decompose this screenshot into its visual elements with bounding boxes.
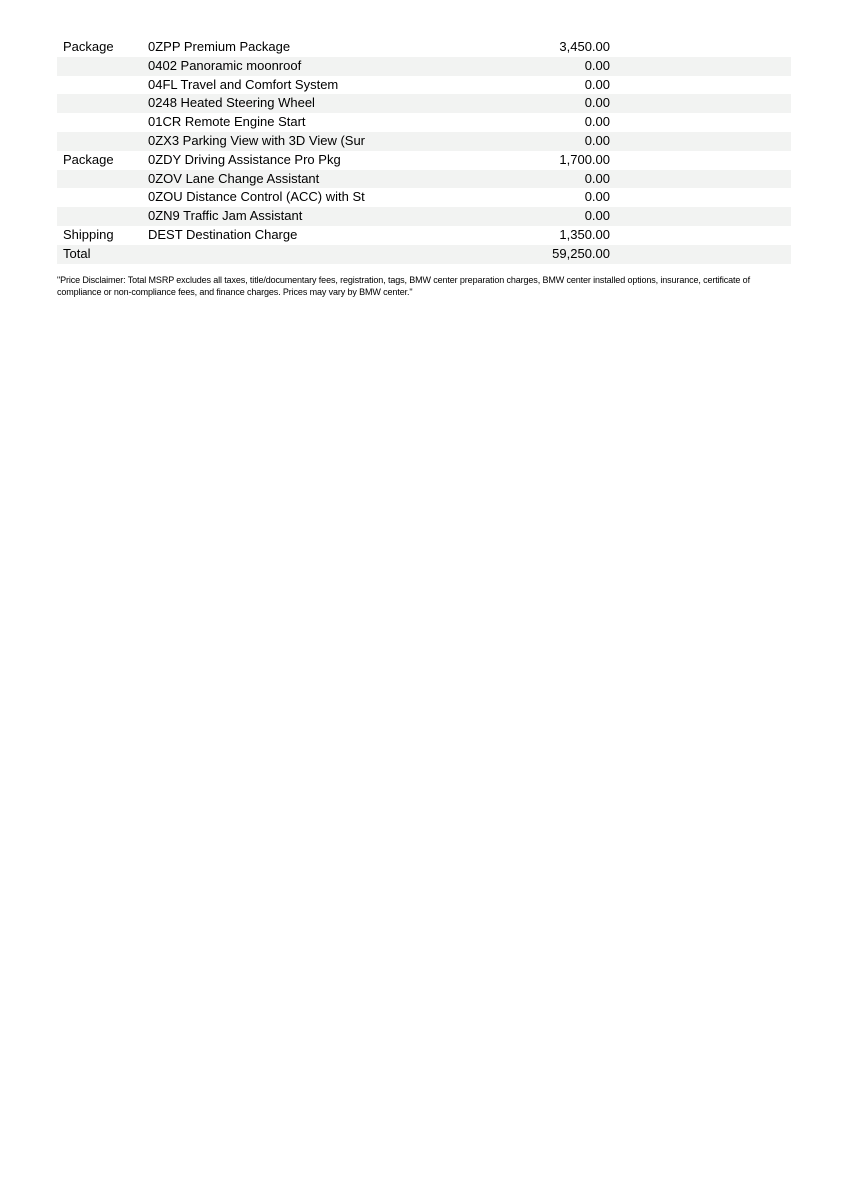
row-item: 0248 Heated Steering Wheel	[148, 95, 315, 111]
row-item: 04FL Travel and Comfort System	[148, 76, 339, 92]
table-row	[57, 38, 791, 57]
table-row	[57, 207, 791, 226]
row-price: 0.00	[584, 95, 610, 111]
row-price: 1,700.00	[559, 151, 610, 167]
row-category: Total	[63, 245, 91, 261]
row-price: 0.00	[584, 57, 610, 73]
row-item: 0ZPP Premium Package	[148, 39, 291, 54]
table-row	[57, 245, 791, 264]
table-row	[57, 113, 791, 132]
row-item: DEST Destination Charge	[148, 226, 298, 242]
table-row	[57, 57, 791, 76]
row-item: 0ZX3 Parking View with 3D View (Sur	[148, 132, 366, 148]
row-item: 0ZN9 Traffic Jam Assistant	[148, 208, 303, 224]
row-category: Package	[63, 39, 114, 54]
row-price: 0.00	[584, 189, 610, 205]
row-price: 0.00	[584, 132, 610, 148]
row-price: 3,450.00	[559, 39, 610, 54]
table-row	[57, 94, 791, 113]
table-row	[57, 188, 791, 207]
table-row	[57, 76, 791, 95]
row-price: 0.00	[584, 170, 610, 186]
row-item: 0402 Panoramic moonroof	[148, 57, 302, 73]
table-row	[57, 226, 791, 245]
row-price: 0.00	[584, 114, 610, 130]
row-item: 01CR Remote Engine Start	[148, 114, 306, 130]
disclaimer-line: "Price Disclaimer: Total MSRP excludes all taxes, title/documentary fees, registration, tags, BMW center preparation charges, BMW center installed options, insurance, certificate of	[57, 275, 750, 285]
table-row	[57, 151, 791, 170]
row-item: 0ZOU Distance Control (ACC) with St	[148, 189, 365, 205]
row-price: 59,250.00	[552, 245, 610, 261]
row-price: 0.00	[584, 208, 610, 224]
row-price: 1,350.00	[559, 226, 610, 242]
table-row	[57, 132, 791, 151]
row-category: Shipping	[63, 226, 114, 242]
row-item: 0ZDY Driving Assistance Pro Pkg	[148, 151, 341, 167]
price-disclaimer	[57, 275, 802, 298]
row-price: 0.00	[584, 76, 610, 92]
row-category: Package	[63, 151, 114, 167]
disclaimer-line: compliance or non-compliance fees, and finance charges. Prices may vary by BMW center."	[57, 286, 413, 297]
pricing-table	[57, 38, 791, 264]
table-row	[57, 170, 791, 189]
row-item: 0ZOV Lane Change Assistant	[148, 170, 320, 186]
